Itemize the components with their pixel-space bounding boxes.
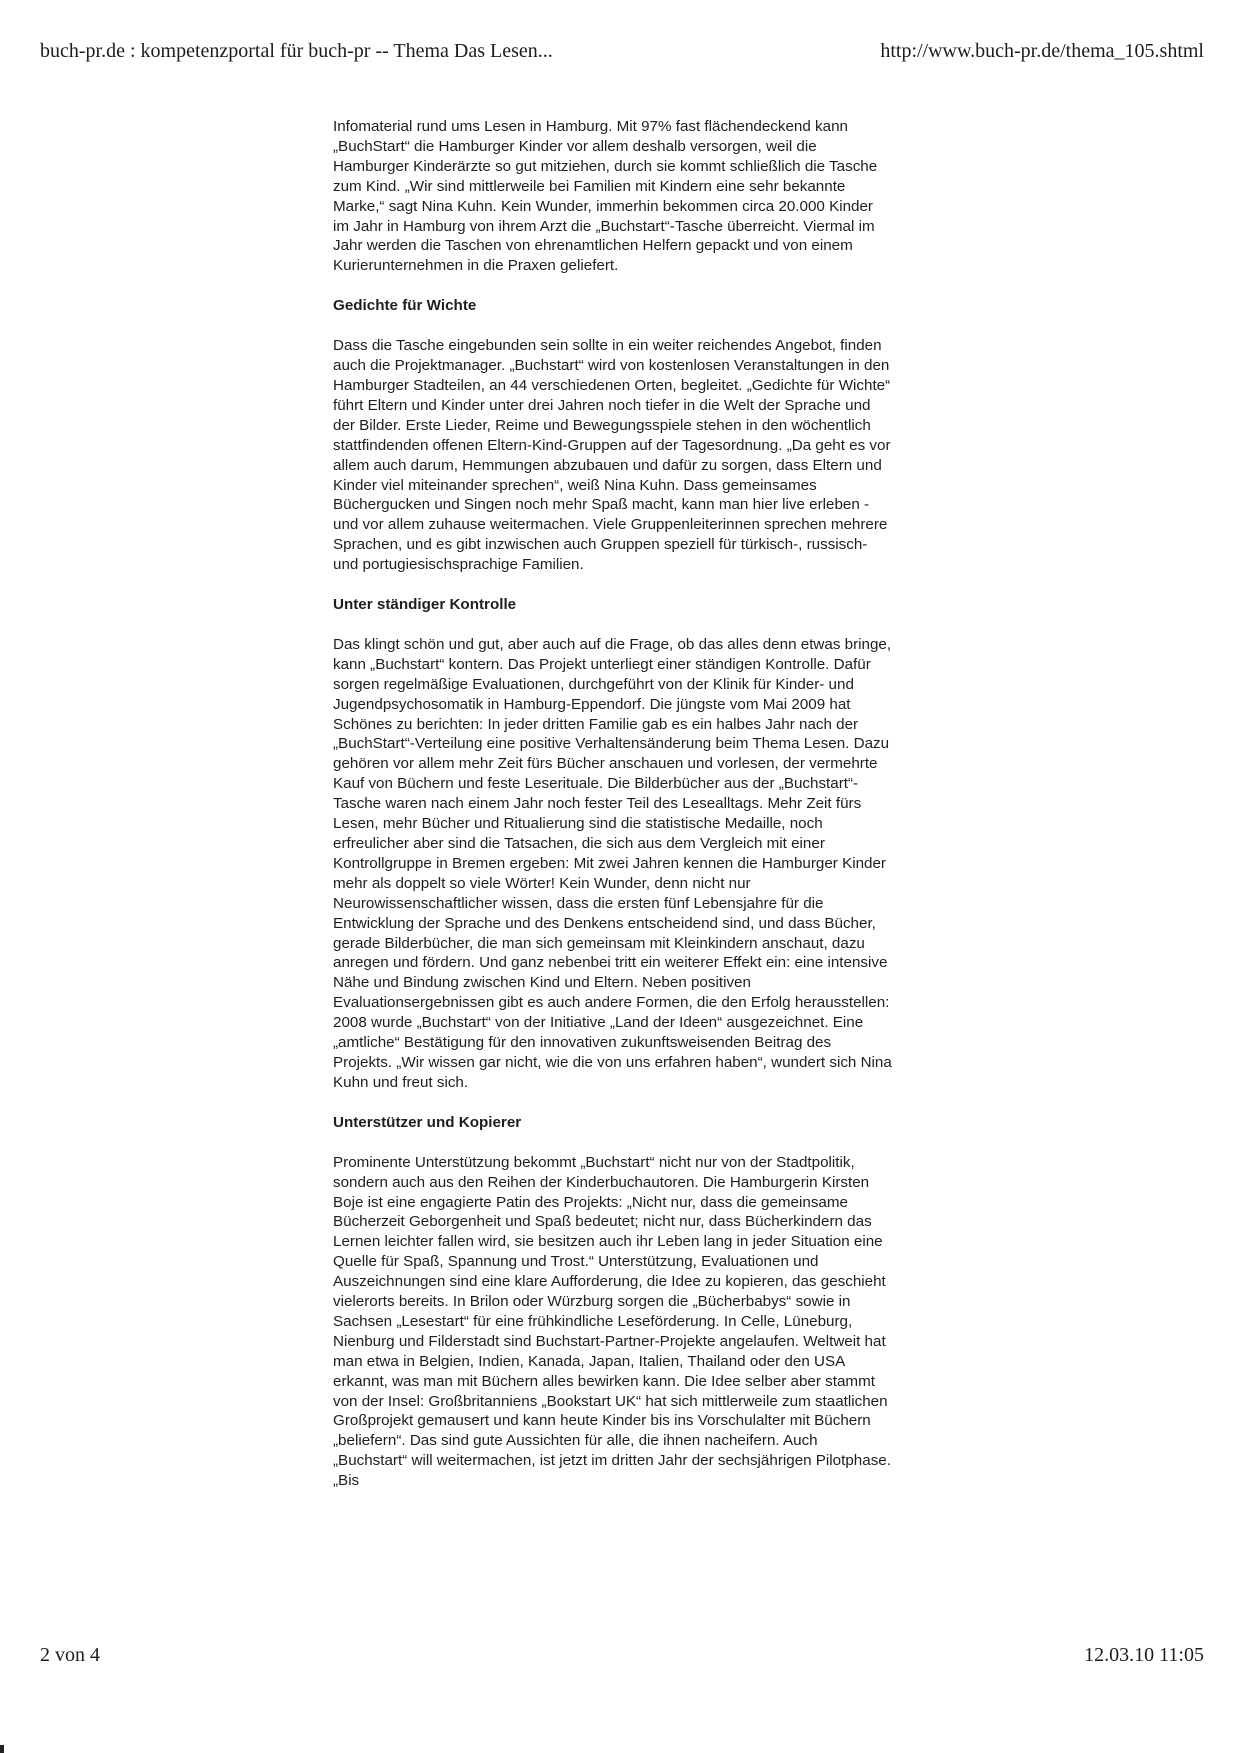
print-header: [40, 40, 1204, 63]
paragraph-kontrolle: Das klingt schön und gut, aber auch auf die Frage, ob das alles denn etwas bringe, kann „Buchstart“ kontern. Das Projekt unterliegt einer ständigen Kontrolle. Dafür sorgen regelmäßige Evaluationen, durchgeführt von der Klinik für Kinder- und Jugendpsychosomatik in Hamburg-Eppendorf. Die jüngste vom Mai 2009 hat Schönes zu berichten: In jeder dritten Familie gab es ein halbes Jahr nach der „BuchStart“-Verteilung eine positive Verhaltensänderung beim Thema Lesen. Dazu gehören vor allem mehr Zeit fürs Bücher anschauen und vorlesen, der vermehrte Kauf von Büchern und feste Leserituale. Die Bilderbücher aus der „Buchstart“-Tasche waren nach einem Jahr noch fester Teil des Lesealltags. Mehr Zeit fürs Lesen, mehr Bücher und Ritualierung sind die statistische Medaille, noch erfreulicher aber sind die Tatsachen, die sich aus dem Vergleich mit einer Kontrollgruppe in Bremen ergeben: Mit zwei Jahren kennen die Hamburger Kinder mehr als doppelt so viele Wörter! Kein Wunder, denn nicht nur Neurowissenschaftlicher wissen, dass die ersten fünf Lebensjahre für die Entwicklung der Sprache und des Denkens entscheidend sind, und dass Bücher, gerade Bilderbücher, die man sich gemeinsam mit Kleinkindern anschaut, dazu anregen und fördern. Und ganz nebenbei tritt ein weiterer Effekt ein: eine intensive Nähe und Bindung zwischen Kind und Eltern. Neben positiven Evaluationsergebnissen gibt es auch andere Formen, die den Erfolg herausstellen: 2008 wurde „Buchstart“ von der Initiative „Land der Ideen“ ausgezeichnet. Eine „amtliche“ Bestätigung für den innovativen zukunftsweisenden Beitrag des Projekts. „Wir wissen gar nicht, wie die von uns erfahren haben“, wundert sich Nina Kuhn und freut sich.: [333, 635, 892, 1091]
page-title: buch-pr.de : kompetenzportal für buch-pr -- Thema Das Lesen...: [40, 40, 553, 62]
heading-gedichte-fuer-wichte: Gedichte für Wichte: [333, 297, 477, 315]
print-datetime: 12.03.10 11:05: [1084, 1644, 1204, 1666]
page-url: http://www.buch-pr.de/thema_105.shtml: [880, 40, 1204, 62]
paragraph-unterstuetzer: Prominente Unterstützung bekommt „Buchstart“ nicht nur von der Stadtpolitik, sondern auch aus den Reihen der Kinderbuchautoren. Die Hamburgerin Kirsten Boje ist eine engagierte Patin des Projekts: „Nicht nur, dass die gemeinsame Bücherzeit Geborgenheit und Spaß bedeutet; nicht nur, dass Bücherkindern das Lernen leichter fallen wird, sie besitzen auch ihr Leben lang in jeder Situation eine Quelle für Spaß, Spannung und Trost.“ Unterstützung, Evaluationen und Auszeichnungen sind eine klare Aufforderung, die Idee zu kopieren, das geschieht vielerorts bereits. In Brilon oder Würzburg sorgen die „Bücherbabys“ sowie in Sachsen „Lesestart“ für eine frühkindliche Leseförderung. In Celle, Lüneburg, Nienburg und Filderstadt sind Buchstart-Partner-Projekte angelaufen. Weltweit hat man etwa in Belgien, Indien, Kanada, Japan, Italien, Thailand oder den USA erkannt, was man mit Büchern alles bewirken kann. Die Idee selber aber stammt von der Insel: Großbritanniens „Bookstart UK“ hat sich mittlerweile zum staatlichen Großprojekt gemausert und kann heute Kinder bis ins Vorschulalter mit Büchern „beliefern“. Das sind gute Aussichten für alle, die ihnen nacheifern. Auch „Buchstart“ will weitermachen, ist jetzt im dritten Jahr der sechsjährigen Pilotphase. „Bis: [333, 1153, 891, 1490]
print-footer: [40, 1644, 1204, 1667]
paragraph-infomaterial: Infomaterial rund ums Lesen in Hamburg. Mit 97% fast flächendeckend kann „BuchStart“ die Hamburger Kinder vor allem deshalb versorgen, weil die Hamburger Kinderärzte so gut mitziehen, durch sie kommt schließlich die Tasche zum Kind. „Wir sind mittlerweile bei Familien mit Kindern eine sehr bekannte Marke,“ sagt Nina Kuhn. Kein Wunder, immerhin bekommen circa 20.000 Kinder im Jahr in Hamburg von ihrem Arzt die „Buchstart“-Tasche überreicht. Viermal im Jahr werden die Taschen von ehrenamtlichen Helfern gepackt und von einem Kurierunternehmen in die Praxen geliefert.: [333, 118, 878, 275]
paragraph-gedichte: Dass die Tasche eingebunden sein sollte in ein weiter reichendes Angebot, finden auch die Projektmanager. „Buchstart“ wird von kostenlosen Veranstaltungen in den Hamburger Stadteilen, an 44 verschiedenen Orten, begleitet. „Gedichte für Wichte“ führt Eltern und Kinder unter drei Jahren noch tiefer in die Welt der Sprache und der Bilder. Erste Lieder, Reime und Bewegungsspiele stehen in den wöchentlich stattfindenden offenen Eltern-Kind-Gruppen auf der Tagesordnung. „Da geht es vor allem auch darum, Hemmungen abzubauen und dafür zu sorgen, dass Eltern und Kinder viel miteinander sprechen“, weiß Nina Kuhn. Dass gemeinsames Büchergucken und Singen noch mehr Spaß macht, kann man hier live erleben - und vor allem zuhause weitermachen. Viele Gruppenleiterinnen sprechen mehrere Sprachen, und es gibt inzwischen auch Gruppen speziell für türkisch-, russisch- und portugiesischsprachige Familien.: [333, 337, 891, 574]
heading-unterstuetzer-und-kopierer: Unterstützer und Kopierer: [333, 1113, 522, 1131]
article-body: [333, 117, 893, 1511]
heading-unter-staendiger-kontrolle: Unter ständiger Kontrolle: [333, 596, 517, 614]
scan-mark: [0, 1745, 4, 1753]
page-number: 2 von 4: [40, 1644, 100, 1666]
